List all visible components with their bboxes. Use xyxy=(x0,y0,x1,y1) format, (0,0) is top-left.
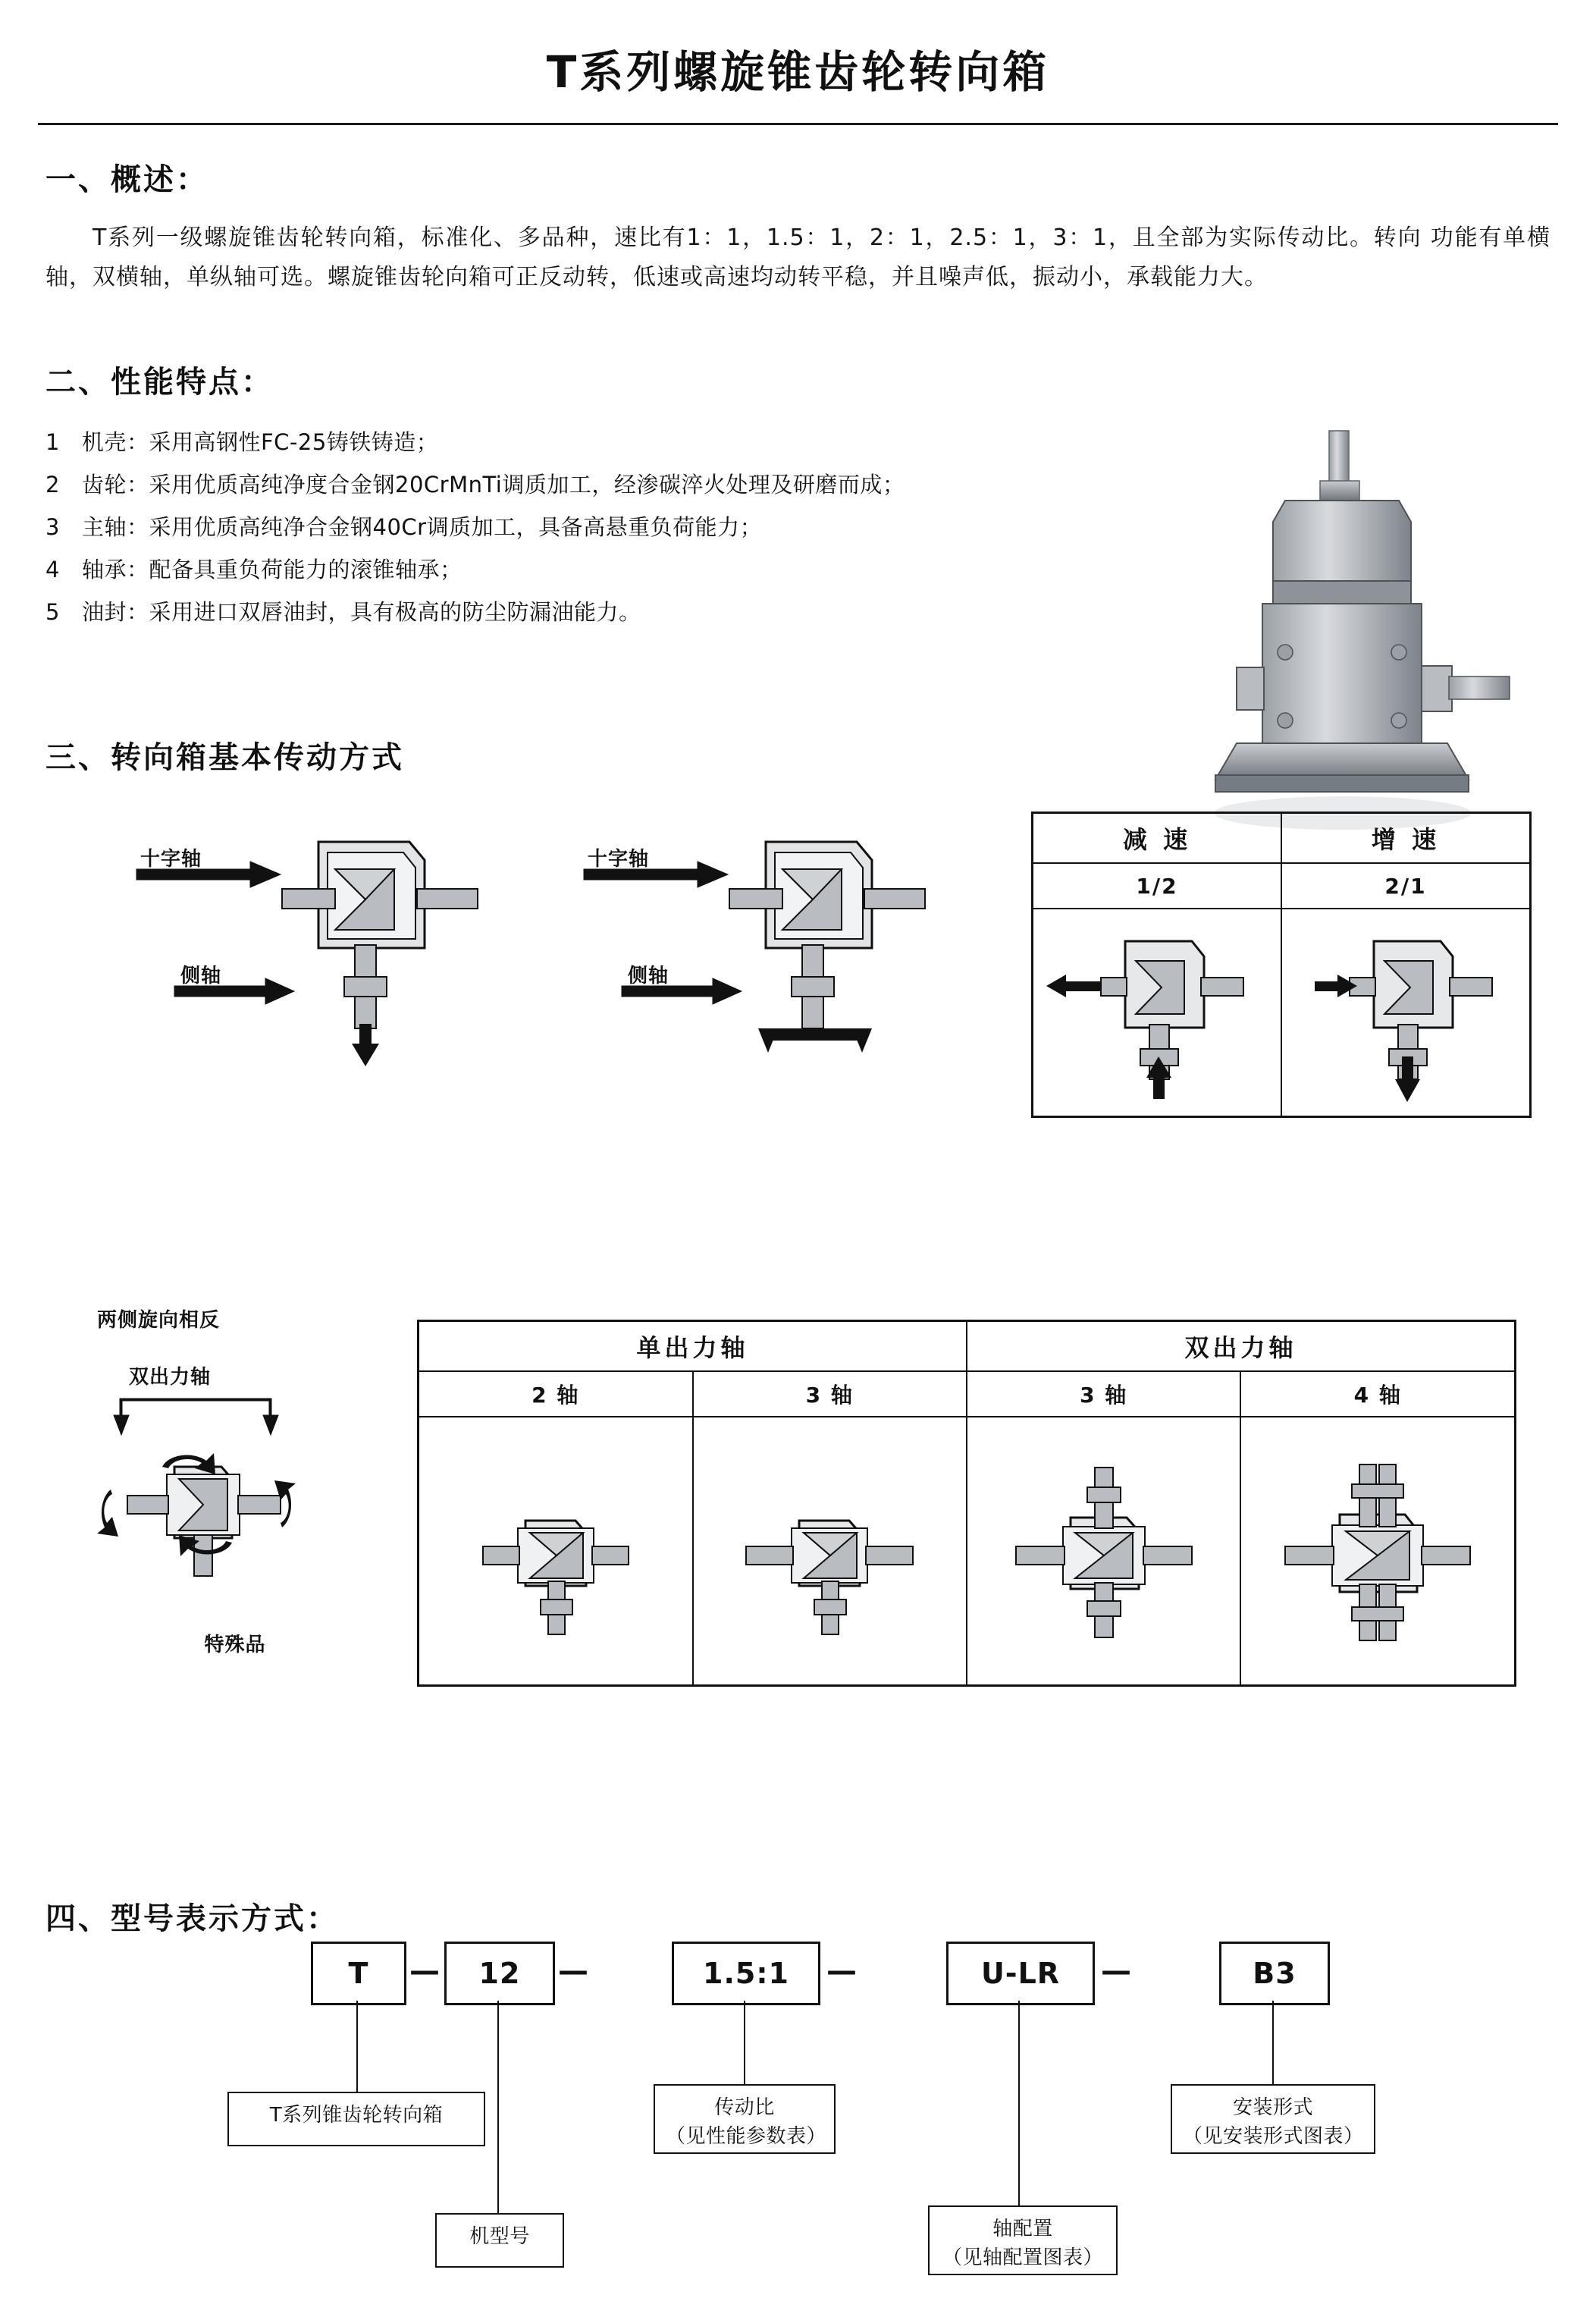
list-item xyxy=(45,506,1168,548)
section-heading-features: 二、性能特点： xyxy=(45,365,274,400)
page-title: T系列螺旋锥齿轮转向箱 xyxy=(546,46,1050,98)
output-shaft-table xyxy=(417,1320,1516,1687)
output-sub-3shaft-single: 3 轴 xyxy=(693,1371,967,1417)
model-code-size: 12 xyxy=(444,1942,555,2005)
feature-text: 油封：采用进口双唇油封，具有极高的防尘防漏油能力。 xyxy=(82,599,641,625)
section-heading-drive: 三、转向箱基本传动方式 xyxy=(45,740,404,775)
feature-text: 机壳：采用高钢性FC-25铸铁铸造； xyxy=(82,429,439,455)
connector-line-size xyxy=(497,2001,499,2213)
table-row xyxy=(419,1417,1516,1686)
model-desc-size xyxy=(435,2213,564,2268)
speed-diagram-increase xyxy=(1281,909,1531,1117)
speed-ratio-reduce: 1/2 xyxy=(1033,863,1282,909)
drive2-bottom-label: 侧轴 xyxy=(628,965,669,987)
table-row xyxy=(419,1321,1516,1372)
drive-diagram-2 xyxy=(538,796,963,1115)
list-item xyxy=(45,463,1168,506)
speed-diagram-reduce xyxy=(1033,909,1282,1117)
list-item xyxy=(45,421,1168,463)
feature-number: 4 xyxy=(45,557,60,582)
model-desc-series xyxy=(227,2092,485,2146)
section-heading-model: 四、型号表示方式： xyxy=(45,1901,339,1936)
model-desc-shaft-line1: 轴配置 xyxy=(992,2218,1053,2240)
model-desc-ratio-line2: （见性能参数表） xyxy=(666,2125,827,2148)
feature-number: 3 xyxy=(45,514,60,540)
output-sub-3shaft-double: 3 轴 xyxy=(967,1371,1240,1417)
model-dash-1: — xyxy=(409,1954,440,1989)
special-product-block xyxy=(83,1304,387,1657)
table-row xyxy=(1033,863,1531,909)
model-desc-mounting-line1: 安装形式 xyxy=(1232,2096,1313,2119)
model-code-ratio: 1.5:1 xyxy=(672,1942,820,2005)
feature-text: 主轴：采用优质高纯净合金钢40Cr调质加工，具备高悬重负荷能力； xyxy=(82,514,763,540)
model-dash-3: — xyxy=(826,1954,857,1989)
speed-header-increase: 增 速 xyxy=(1281,813,1531,864)
list-item xyxy=(45,548,1168,591)
output-diagram-3shaft-double xyxy=(967,1417,1240,1686)
speed-header-reduce: 减 速 xyxy=(1033,813,1282,864)
model-code-series: T xyxy=(311,1942,406,2005)
model-code-mounting: B3 xyxy=(1219,1942,1330,2005)
output-sub-4shaft: 4 轴 xyxy=(1240,1371,1515,1417)
model-code-section xyxy=(0,1866,1596,2298)
model-desc-ratio-line1: 传动比 xyxy=(714,2096,775,2119)
feature-text: 齿轮：采用优质高纯净度合金钢20CrMnTi调质加工，经渗碳淬火处理及研磨而成； xyxy=(82,472,905,498)
table-row xyxy=(1033,813,1531,864)
table-row xyxy=(1033,909,1531,1117)
output-sub-2shaft: 2 轴 xyxy=(419,1371,693,1417)
drive1-bottom-label: 侧轴 xyxy=(180,965,222,987)
feature-number: 5 xyxy=(45,599,60,625)
drive-diagram-row xyxy=(45,796,1551,1138)
list-item xyxy=(45,591,1168,633)
overview-text: T系列一级螺旋锥齿轮转向箱，标准化、多品种，速比有1：1，1.5：1，2：1，2.5：1，3：1，且全部为实际传动比。转向 功能有单横轴，双横轴，单纵轴可选。螺旋锥齿轮向箱可正反动转，低速或高速均动转平稳，并且噪声低，振动小，承载能力大。 xyxy=(45,224,1551,290)
model-desc-size-line1: 机型号 xyxy=(469,2225,530,2248)
output-diagram-2shaft xyxy=(419,1417,693,1686)
special-caption: 特殊品 xyxy=(204,1634,266,1656)
table-row xyxy=(419,1371,1516,1417)
model-desc-shaft-line2: （见轴配置图表） xyxy=(942,2246,1103,2269)
drive2-top-label: 十字轴 xyxy=(588,848,650,871)
product-photo xyxy=(1171,425,1520,857)
model-desc-series-line1: T系列锥齿轮转向箱 xyxy=(269,2104,444,2127)
model-desc-shaft xyxy=(928,2205,1118,2275)
feature-text: 轴承：配备具重负荷能力的滚锥轴承； xyxy=(82,557,462,582)
overview-paragraph xyxy=(45,218,1551,297)
drive-diagram-1 xyxy=(91,796,516,1115)
feature-list xyxy=(45,421,1168,633)
output-diagram-3shaft-single xyxy=(693,1417,967,1686)
connector-line-shaft xyxy=(1018,2001,1020,2213)
output-group-double: 双出力轴 xyxy=(967,1321,1516,1372)
model-desc-mounting xyxy=(1171,2084,1375,2154)
feature-number: 2 xyxy=(45,472,60,498)
output-diagram-4shaft xyxy=(1240,1417,1515,1686)
model-desc-mounting-line2: （见安装形式图表） xyxy=(1183,2125,1364,2148)
connector-line-mounting xyxy=(1272,2001,1274,2092)
feature-number: 1 xyxy=(45,429,60,455)
model-dash-2: — xyxy=(558,1954,588,1989)
output-group-single: 单出力轴 xyxy=(419,1321,967,1372)
speed-table xyxy=(1031,812,1532,1118)
connector-line-ratio xyxy=(744,2001,745,2092)
drive1-top-label: 十字轴 xyxy=(140,848,202,871)
title-divider xyxy=(38,123,1558,125)
section-heading-overview: 一、概述： xyxy=(45,162,209,197)
model-desc-ratio xyxy=(654,2084,836,2154)
special-note: 两侧旋向相反 xyxy=(97,1309,221,1332)
special-label: 双出力轴 xyxy=(129,1366,212,1389)
model-dash-4: — xyxy=(1101,1954,1131,1989)
model-code-shaft: U-LR xyxy=(946,1942,1095,2005)
speed-ratio-increase: 2/1 xyxy=(1281,863,1531,909)
connector-line-series xyxy=(356,2001,358,2092)
